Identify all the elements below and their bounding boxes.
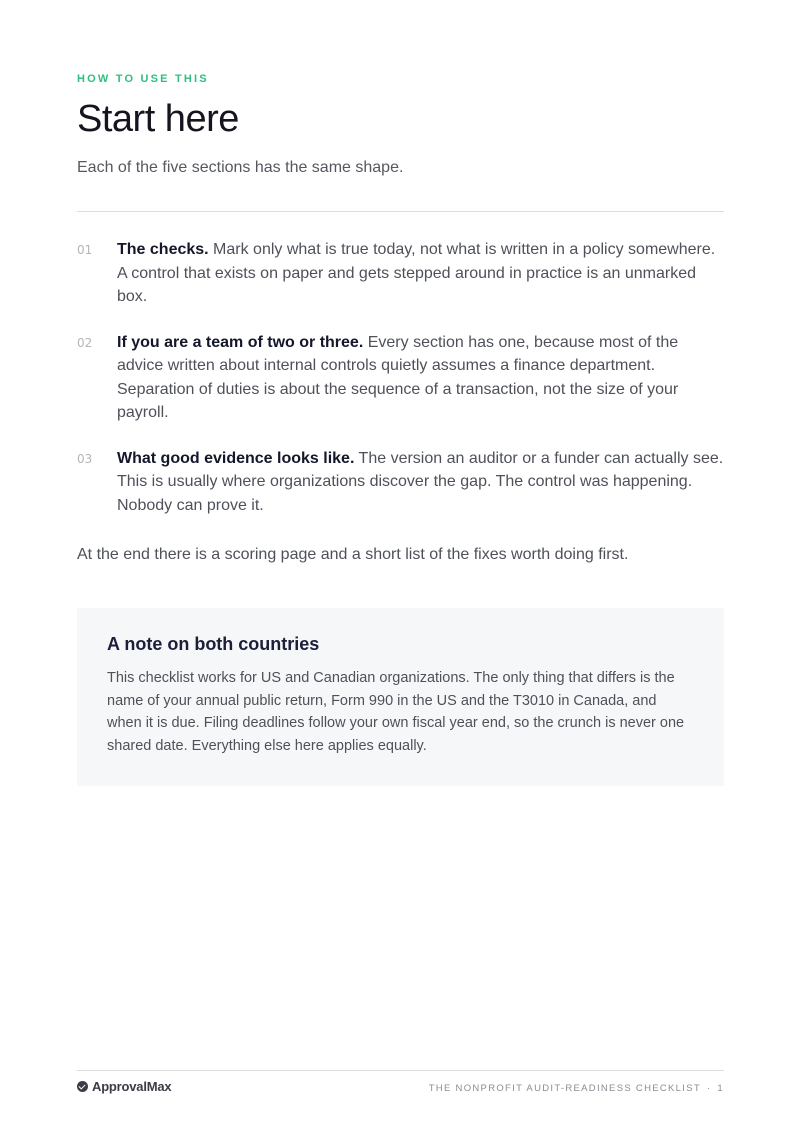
item-text: The version an auditor or a funder can actually see. This is usually where organizations discover the gap. The control was happening. Nobody can prove it. bbox=[117, 449, 724, 514]
item-lead: What good evidence looks like. bbox=[117, 449, 355, 467]
item-number: 01 bbox=[77, 243, 93, 257]
page-number: 1 bbox=[717, 1083, 724, 1094]
logo-text: ApprovalMax bbox=[92, 1079, 172, 1094]
item-lead: If you are a team of two or three. bbox=[117, 333, 364, 351]
footer-separator: · bbox=[706, 1083, 712, 1094]
footer-divider bbox=[77, 1070, 724, 1071]
list-item bbox=[77, 447, 724, 518]
list-item bbox=[77, 238, 724, 309]
item-number: 03 bbox=[77, 451, 93, 466]
note-box bbox=[77, 608, 724, 786]
footer-doc-title: THE NONPROFIT AUDIT-READINESS CHECKLIST bbox=[428, 1083, 701, 1094]
page-title: Start here bbox=[77, 98, 239, 140]
check-circle-icon bbox=[77, 1081, 88, 1092]
note-title: A note on both countries bbox=[107, 634, 320, 654]
note-body: This checklist works for US and Canadian organizations. The only thing that differs is the name of your annual public return, Form 990 in the US and the T3010 in Canada, and when it is due. Filing deadlines follow your own fiscal year end, so the crunch is never one shared date. Everything else here applies equally. bbox=[107, 670, 685, 754]
footer-doc-info bbox=[429, 1083, 724, 1094]
item-text: Every section has one, because most of the advice written about internal controls quietly assumes a finance department. Separation of duties is about the sequence of a transaction, not the size of your payroll. bbox=[117, 333, 679, 421]
section-eyebrow: HOW TO USE THIS bbox=[77, 73, 209, 85]
instruction-list bbox=[77, 238, 724, 539]
item-text: Mark only what is true today, not what is written in a policy somewhere. A control that exists on paper and gets stepped around in practice is an unmarked box. bbox=[117, 241, 716, 305]
footer-logo bbox=[77, 1079, 171, 1094]
item-number: 02 bbox=[77, 335, 93, 350]
list-item bbox=[77, 331, 724, 425]
closing-paragraph: At the end there is a scoring page and a short list of the fixes worth doing first. bbox=[77, 546, 629, 563]
page-subtitle: Each of the five sections has the same shape. bbox=[77, 159, 404, 176]
item-lead: The checks. bbox=[117, 241, 209, 258]
divider bbox=[77, 211, 724, 212]
